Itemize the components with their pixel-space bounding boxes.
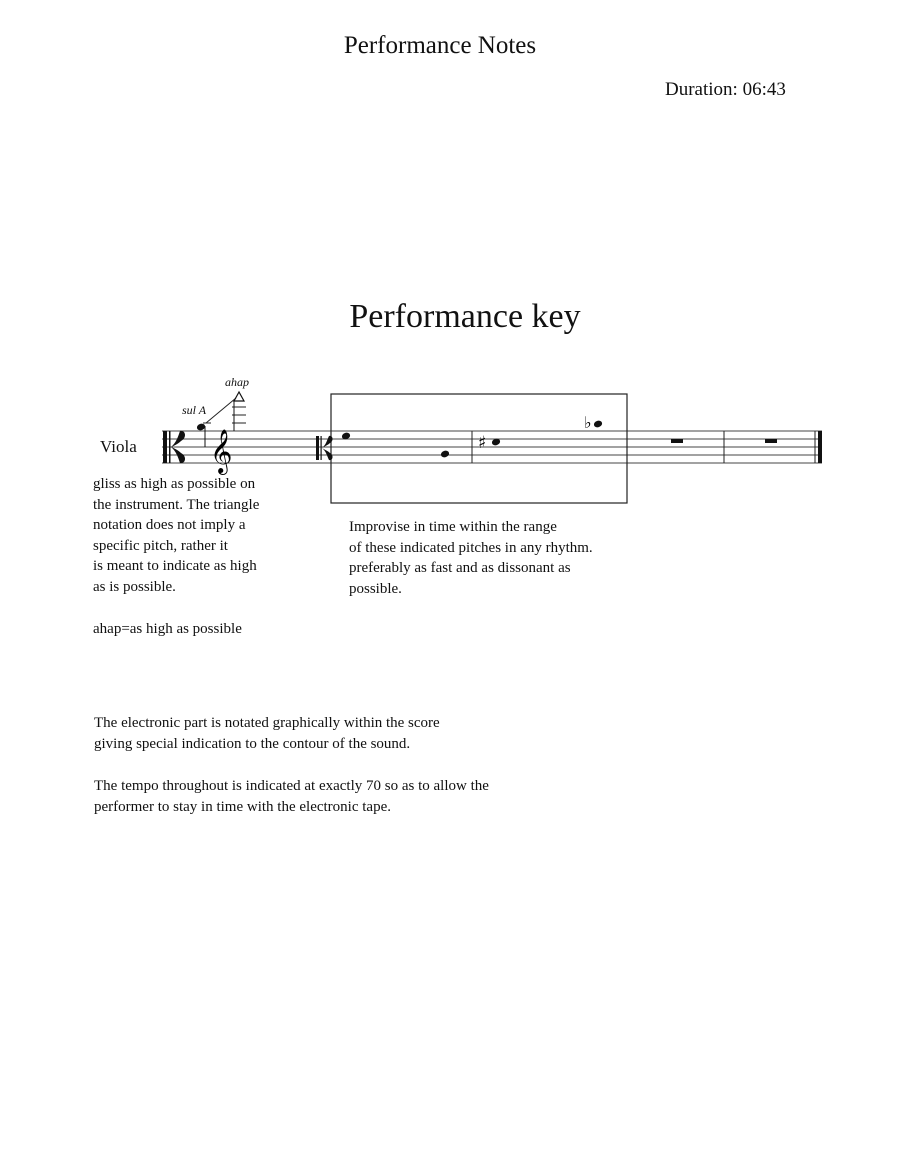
flat-icon: ♭ xyxy=(584,413,592,432)
final-barline-thick xyxy=(818,431,822,463)
ahap-marking: ahap xyxy=(225,375,249,389)
performance-key-title: Performance key xyxy=(349,298,581,335)
staff-lines xyxy=(162,431,822,463)
treble-clef-icon: 𝄞 xyxy=(210,429,233,473)
gliss-line xyxy=(206,398,236,423)
sharp-icon: ♯ xyxy=(478,433,487,453)
instrument-label: Viola xyxy=(100,437,137,456)
page-title: Performance Notes xyxy=(343,32,537,59)
tempo-note: The tempo throughout is indicated at exactly 70 so as to allow the performer to stay in time with the electronic tape. xyxy=(94,778,489,815)
note-head xyxy=(440,450,450,459)
electronic-part-note: The electronic part is notated graphically within the score giving special indication to the contour of the sound. xyxy=(94,715,440,752)
triangle-note-icon xyxy=(234,392,244,401)
sul-a-marking: sul A xyxy=(182,403,207,417)
music-staff xyxy=(0,0,900,520)
ahap-definition: ahap=as high as possible xyxy=(93,621,242,637)
whole-rest-icon xyxy=(765,439,777,443)
whole-rest-icon xyxy=(671,439,683,443)
note-head xyxy=(593,420,603,429)
gliss-explanation: gliss as high as possible on the instrument. The triangle notation does not imply a specific pitch, rather it is meant to indicate as high as is possible. xyxy=(93,476,260,595)
improvise-explanation: Improvise in time within the range of these indicated pitches in any rhythm. preferably as fast and as dissonant as possible. xyxy=(349,519,593,597)
duration-label: Duration: 06:43 xyxy=(665,79,786,100)
alto-clef-icon xyxy=(316,436,333,460)
